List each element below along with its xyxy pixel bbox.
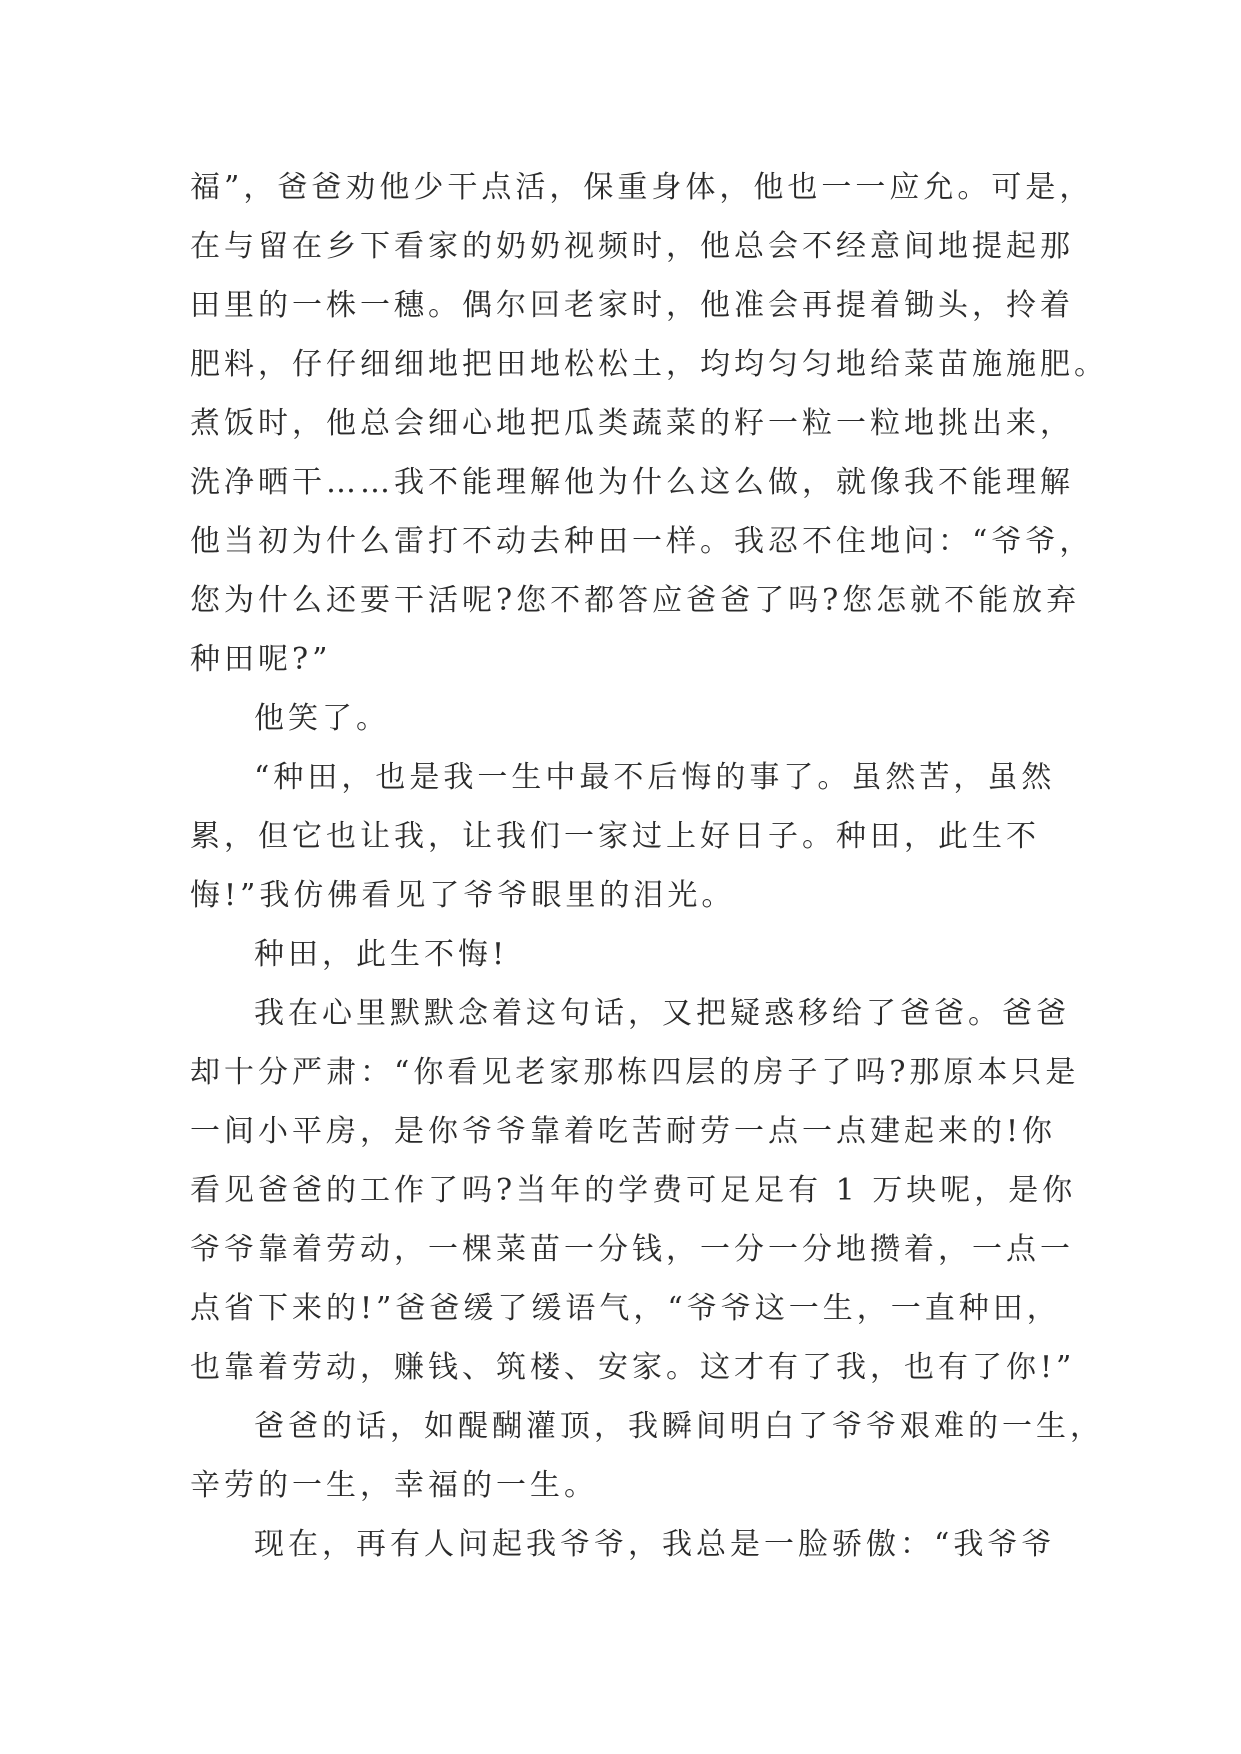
text-line: 累，但它也让我，让我们一家过上好日子。种田，此生不 [190,819,1040,854]
text-line: 却十分严肃：“你看见老家那栋四层的房子了吗?那原本只是 [190,1055,1080,1090]
text-line: 福”，爸爸劝他少干点活，保重身体，他也一一应允。可是， [190,170,1094,205]
paragraph-start-line: 他笑了。 [254,701,390,736]
text-line: 也靠着劳动，赚钱、筑楼、安家。这才有了我，也有了你!” [190,1350,1076,1385]
text-line: 田里的一株一穗。偶尔回老家时，他准会再提着锄头，拎着 [190,288,1074,323]
text-line: 煮饭时，他总会细心地把瓜类蔬菜的籽一粒一粒地挑出来， [190,406,1074,441]
text-line: 看见爸爸的工作了吗?当年的学费可足足有 1 万块呢，是你 [190,1173,1077,1208]
text-line: 点省下来的!”爸爸缓了缓语气，“爷爷这一生，一直种田， [190,1291,1061,1326]
text-line: 您为什么还要干活呢?您不都答应爸爸了吗?您怎就不能放弃 [190,583,1081,618]
text-line: 肥料，仔仔细细地把田地松松土，均均匀匀地给菜苗施施肥。 [190,347,1108,382]
paragraph-start-line: 爸爸的话，如醍醐灌顶，我瞬间明白了爷爷艰难的一生， [254,1409,1104,1444]
text-line: 洗净晒干……我不能理解他为什么这么做，就像我不能理解 [190,465,1074,500]
paragraph-start-line: 种田，此生不悔! [254,937,509,972]
text-line: 在与留在乡下看家的奶奶视频时，他总会不经意间地提起那 [190,229,1074,264]
text-line: 爷爷靠着劳动，一棵菜苗一分钱，一分一分地攒着，一点一 [190,1232,1074,1267]
text-line: 他当初为什么雷打不动去种田一样。我忍不住地问：“爷爷， [190,524,1094,559]
body-text [190,158,1108,1574]
text-line: 悔!”我仿佛看见了爷爷眼里的泪光。 [190,878,736,913]
paragraph-start-line: 现在，再有人问起我爷爷，我总是一脸骄傲：“我爷爷 [254,1527,1056,1562]
text-line: 种田呢?” [190,642,332,677]
paragraph-start-line: “种田，也是我一生中最不后悔的事了。虽然苦，虽然 [254,760,1056,795]
text-line: 辛劳的一生，幸福的一生。 [190,1468,598,1503]
paragraph-start-line: 我在心里默默念着这句话，又把疑惑移给了爸爸。爸爸 [254,996,1070,1031]
text-line: 一间小平房，是你爷爷靠着吃苦耐劳一点一点建起来的!你 [190,1114,1057,1149]
